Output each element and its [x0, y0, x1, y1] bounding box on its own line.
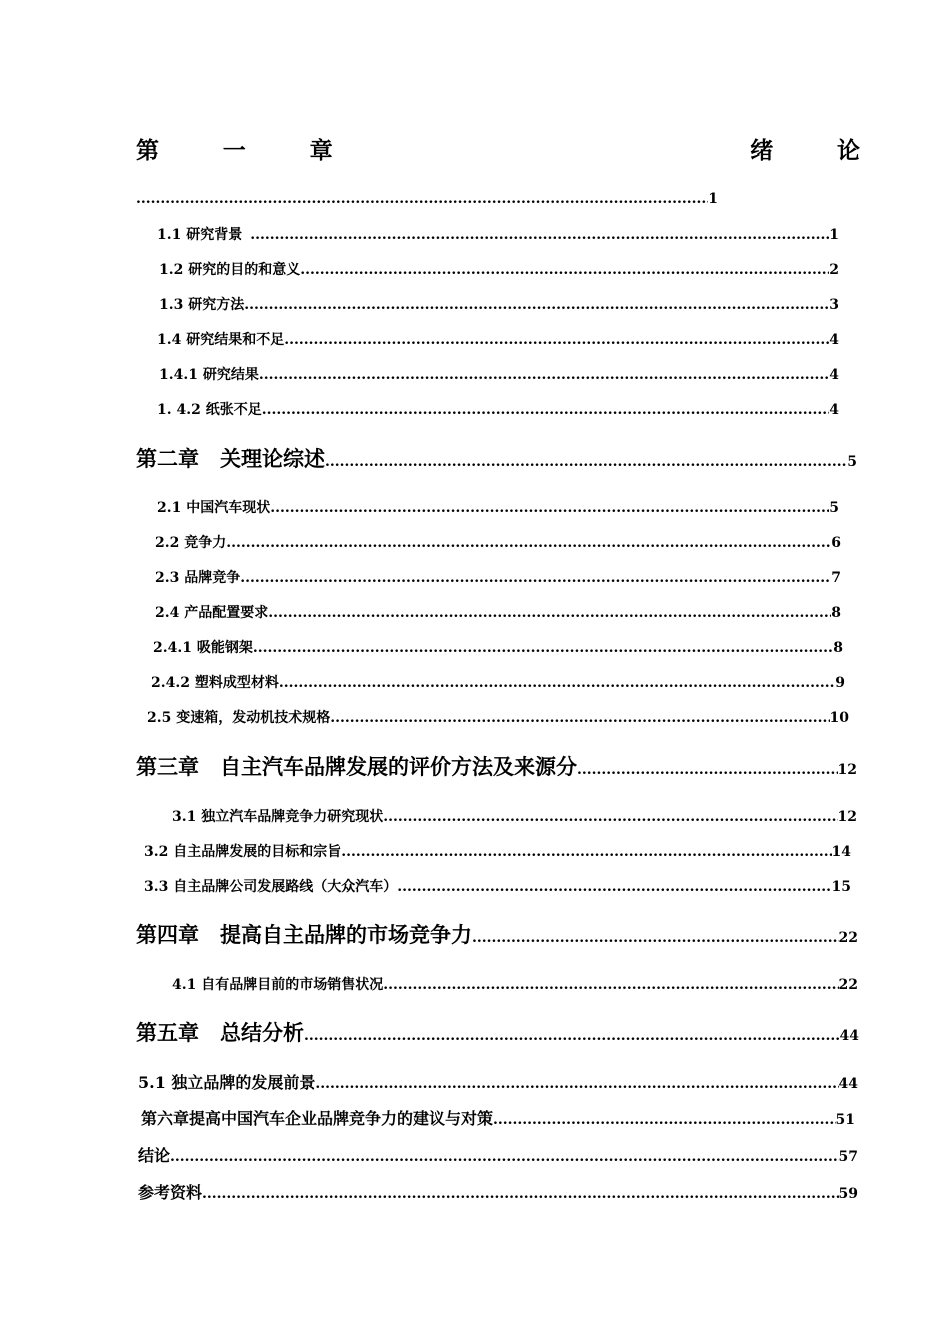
- toc-page-number: 8: [833, 640, 843, 656]
- dot-leader: [472, 923, 839, 953]
- dot-leader: [202, 1182, 839, 1206]
- toc-page-number: 10: [829, 710, 849, 726]
- dot-leader: [341, 841, 831, 863]
- toc-page-number: 57: [838, 1149, 858, 1165]
- toc-entry[interactable]: [153, 637, 843, 659]
- toc-entry-label: 2.4.2 塑料成型材料: [151, 675, 279, 691]
- toc-page-number: 4: [829, 402, 839, 418]
- toc-page-number: 2: [829, 262, 839, 278]
- dot-leader: [493, 1108, 836, 1132]
- toc-entry-label: 2.4 产品配置要求: [155, 605, 269, 621]
- toc-entry[interactable]: [155, 567, 841, 589]
- toc-page-number: 5: [847, 454, 857, 470]
- toc-entry[interactable]: [151, 672, 845, 694]
- toc-page-number: 1: [708, 191, 718, 207]
- toc-entry[interactable]: [157, 224, 839, 246]
- toc-page-number: 22: [838, 930, 858, 946]
- dot-leader: [397, 876, 831, 898]
- toc-chapter-entry[interactable]: [136, 1018, 859, 1048]
- toc-entry[interactable]: [172, 806, 857, 828]
- toc-chapter-1-char: 第: [136, 137, 159, 164]
- toc-title-gap: [396, 136, 686, 166]
- toc-entry[interactable]: [159, 364, 839, 386]
- toc-entry[interactable]: [144, 841, 851, 863]
- toc-page-number: 5: [829, 500, 839, 516]
- dot-leader: [244, 294, 829, 316]
- toc-entry-label: 1.4.1 研究结果: [159, 367, 259, 383]
- toc-entry-label: 2.1 中国汽车现状: [157, 500, 271, 516]
- toc-entry[interactable]: [141, 1107, 855, 1131]
- toc-chapter-1-leader-line: [136, 188, 718, 210]
- toc-page-number: 15: [831, 879, 851, 895]
- toc-chapter-1-title: [136, 136, 860, 166]
- dot-leader: [270, 497, 829, 519]
- toc-chapter-entry[interactable]: [136, 752, 857, 782]
- toc-entry-label: 3.1 独立汽车品牌竞争力研究现状: [172, 809, 384, 825]
- toc-chapter-entry[interactable]: [136, 920, 858, 950]
- toc-page-number: 44: [838, 1076, 858, 1092]
- dot-leader: [262, 399, 830, 421]
- dot-leader: [383, 806, 837, 828]
- toc-entry[interactable]: [147, 707, 849, 729]
- dot-leader: [170, 1145, 839, 1169]
- toc-page-number: 8: [831, 605, 841, 621]
- toc-entry-label: 1. 4.2 纸张不足: [157, 402, 262, 418]
- toc-page-number: 4: [829, 332, 839, 348]
- toc-page-number: 14: [831, 844, 851, 860]
- dot-leader: [577, 755, 838, 785]
- dot-leader: [330, 707, 829, 729]
- dot-leader: [383, 974, 838, 996]
- toc-page-number: 22: [838, 977, 858, 993]
- dot-leader: [240, 567, 831, 589]
- toc-chapter-1-char: 绪: [750, 137, 774, 164]
- dot-leader: [300, 259, 829, 281]
- toc-entry-label: 2.2 竞争力: [155, 535, 227, 551]
- toc-page-number: 12: [837, 762, 857, 778]
- dot-leader: [325, 447, 847, 477]
- toc-entry[interactable]: [155, 602, 841, 624]
- toc-page-number: 44: [839, 1028, 859, 1044]
- dot-leader: [259, 364, 829, 386]
- toc-entry[interactable]: [155, 532, 841, 554]
- toc-entry[interactable]: [159, 259, 839, 281]
- toc-entry-label: 3.2 自主品牌发展的目标和宗旨: [144, 844, 342, 860]
- toc-entry[interactable]: [138, 1181, 858, 1205]
- toc-entry-label: 结论: [138, 1146, 171, 1165]
- toc-page-number: 1: [829, 227, 839, 243]
- toc-entry[interactable]: [172, 974, 858, 996]
- toc-chapter-1-char: 一: [222, 137, 246, 164]
- toc-entry[interactable]: [157, 497, 839, 519]
- toc-page-number: 51: [835, 1112, 855, 1128]
- toc-chapter-1-char: 章: [309, 137, 333, 164]
- toc-page-number: 6: [831, 535, 841, 551]
- toc-entry-label: 第三章 自主汽车品牌发展的评价方法及来源分: [136, 754, 577, 779]
- toc-entry-label: 第六章提高中国汽车企业品牌竞争力的建议与对策: [141, 1109, 494, 1128]
- toc-entry-label: 1.2 研究的目的和意义: [159, 262, 301, 278]
- toc-entry-label: 参考资料: [138, 1183, 203, 1202]
- dot-leader: [304, 1021, 840, 1051]
- toc-entry-label: 2.5 变速箱，发动机技术规格: [147, 710, 331, 726]
- toc-chapter-entry[interactable]: [136, 444, 857, 474]
- toc-page-number: 12: [837, 809, 857, 825]
- toc-entry-label: 第四章 提高自主品牌的市场竞争力: [136, 922, 472, 947]
- toc-page-number: 9: [835, 675, 845, 691]
- toc-entry-label: 2.4.1 吸能钢架: [153, 640, 253, 656]
- toc-page-number: 4: [829, 367, 839, 383]
- toc-chapter-1-char: 论: [836, 137, 860, 164]
- dot-leader: [136, 188, 708, 210]
- toc-entry[interactable]: [157, 399, 839, 421]
- toc-entry[interactable]: [138, 1071, 858, 1095]
- toc-page-number: 59: [838, 1186, 858, 1202]
- toc-entry[interactable]: [144, 876, 851, 898]
- dot-leader: [284, 329, 829, 351]
- toc-entry[interactable]: [138, 1144, 858, 1168]
- toc-entry-label: 1.3 研究方法: [159, 297, 245, 313]
- toc-entry-label: 3.3 自主品牌公司发展路线（大众汽车）: [144, 879, 398, 895]
- dot-leader: [315, 1072, 838, 1096]
- dot-leader: [268, 602, 831, 624]
- dot-leader: [242, 224, 829, 246]
- dot-leader: [279, 672, 835, 694]
- toc-page-number: 7: [831, 570, 841, 586]
- toc-entry-label: 5.1 独立品牌的发展前景: [138, 1073, 316, 1092]
- toc-entry-label: 2.3 品牌竞争: [155, 570, 241, 586]
- toc-entry-label: 第五章 总结分析: [136, 1020, 304, 1045]
- toc-entry[interactable]: [159, 294, 839, 316]
- toc-entry[interactable]: [157, 329, 839, 351]
- toc-page-number: 3: [829, 297, 839, 313]
- toc-entry-label: 1.1 研究背景: [157, 227, 243, 243]
- dot-leader: [253, 637, 833, 659]
- toc-entry-label: 1.4 研究结果和不足: [157, 332, 285, 348]
- toc-entry-label: 4.1 自有品牌目前的市场销售状况: [172, 977, 384, 993]
- toc-entry-label: 第二章 关理论综述: [136, 446, 325, 471]
- dot-leader: [226, 532, 831, 554]
